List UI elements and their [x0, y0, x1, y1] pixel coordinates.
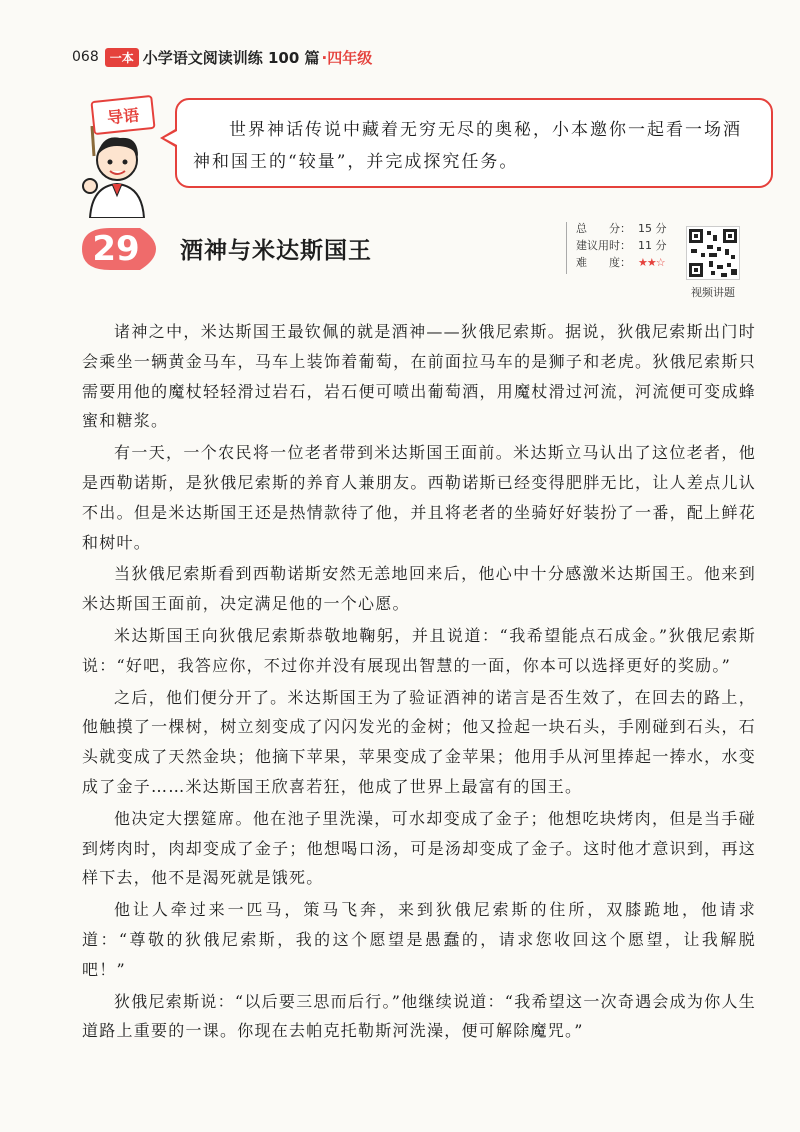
meta-difficulty: 难 度： ★★☆ [576, 256, 665, 269]
paragraph: 之后，他们便分开了。米达斯国王为了验证酒神的诺言是否生效了，在回去的路上，他触摸了一棵树，树立刻变成了闪闪发光的金树；他又捡起一块石头，手刚碰到石头，石头就变成了天然金块；他摘下苹果，苹果变成了金苹果；他用手从河里捧起一捧水，水变成了金子……米达斯国王欣喜若狂，他成了世界上最富有的国王。 [82, 687, 756, 796]
paragraph: 他让人牵过来一匹马，策马飞奔，来到狄俄尼索斯的住所，双膝跪地，他请求道：“尊敬的狄俄尼索斯，我的这个愿望是愚蠢的，请求您收回这个愿望，让我解脱吧！” [82, 900, 756, 979]
difficulty-stars: ★★☆ [638, 256, 665, 269]
qr-code-icon[interactable] [686, 226, 740, 280]
meta-time: 建议用时： 11 分 [576, 239, 667, 252]
intro-sign: 导语 [90, 95, 155, 135]
lesson-meta [566, 220, 686, 271]
article-body [82, 317, 756, 1048]
mascot-illustration [72, 126, 162, 218]
grade-label: ·四年级 [321, 48, 373, 67]
series-title: 小学语文阅读训练 100 篇 [142, 48, 320, 67]
paragraph: 有一天，一个农民将一位老者带到米达斯国王面前。米达斯立马认出了这位老者，他是西勒诺斯，是狄俄尼索斯的养育人兼朋友。西勒诺斯已经变得肥胖无比，让人差点儿认不出。但是米达斯国王还是热情款待了他，并且将老者的坐骑好好装扮了一番，配上鲜花和树叶。 [82, 443, 756, 552]
paragraph: 米达斯国王向狄俄尼索斯恭敬地鞠躬，并且说道：“我希望能点石成金。”狄俄尼索斯说：“好吧，我答应你，不过你并没有展现出智慧的一面，你本可以选择更好的奖励。” [82, 625, 756, 675]
lesson-number: 29 [92, 229, 140, 269]
brand-logo: 一本 [105, 48, 139, 67]
paragraph: 狄俄尼索斯说：“以后要三思而后行。”他继续说道：“我希望这一次奇遇会成为你人生道路上重要的一课。你现在去帕克托勒斯河洗澡，便可解除魔咒。” [82, 991, 756, 1041]
lesson-title: 酒神与米达斯国王 [180, 238, 372, 264]
paragraph: 当狄俄尼索斯看到西勒诺斯安然无恙地回来后，他心中十分感激米达斯国王。他来到米达斯国王面前，决定满足他的一个心愿。 [82, 564, 756, 614]
meta-score: 总 分： 15 分 [576, 222, 667, 235]
intro-text: 世界神话传说中藏着无穷无尽的奥秘，小本邀你一起看一场酒神和国王的“较量”，并完成探究任务。 [193, 120, 742, 172]
page-number: 068 [72, 49, 99, 65]
video-caption: 视频讲题 [691, 286, 735, 299]
paragraph: 他决定大摆筵席。他在池子里洗澡，可水却变成了金子；他想吃块烤肉，但是当手碰到烤肉时，肉却变成了金子；他想喝口汤，可是汤却变成了金子。这时他才意识到，再这样下去，他不是渴死就是饿死。 [82, 808, 756, 888]
page-header [72, 44, 372, 70]
paragraph: 诸神之中，米达斯国王最钦佩的就是酒神——狄俄尼索斯。据说，狄俄尼索斯出门时会乘坐一辆黄金马车，马车上装饰着葡萄，在前面拉马车的是狮子和老虎。狄俄尼索斯只需要用他的魔杖轻轻滑过岩石，岩石便可喷出葡萄酒，用魔杖滑过河流，河流便可变成蜂蜜和糖浆。 [82, 322, 756, 431]
